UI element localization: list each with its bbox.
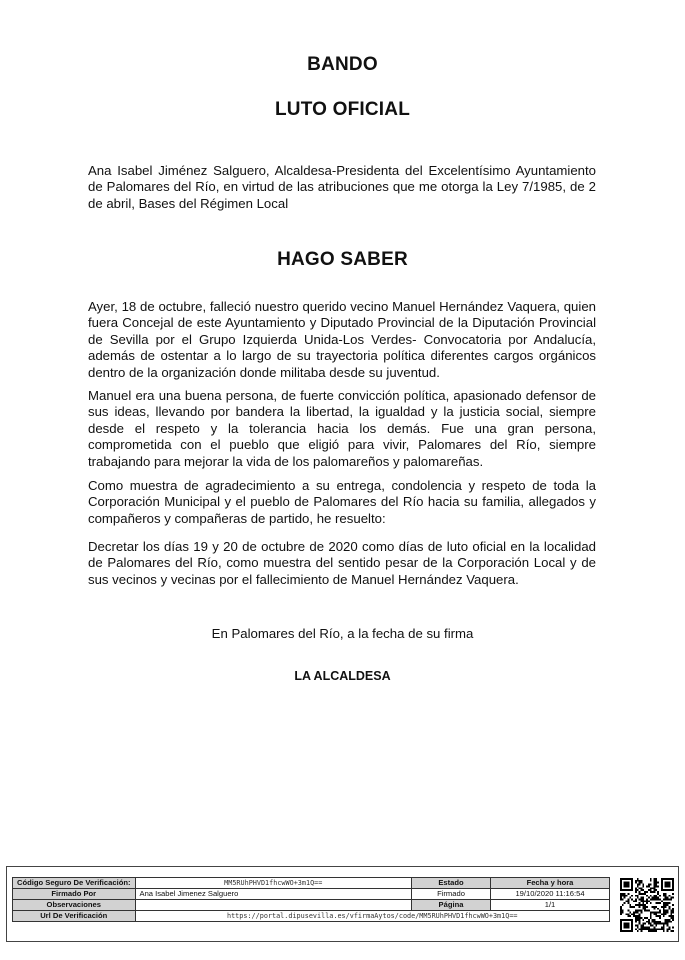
firmado-date: 19/10/2020 11:16:54 (491, 889, 610, 900)
url-value[interactable]: https://portal.dipusevilla.es/vfirmaAytos/code/MM5RUhPHVD1fhcwWO+3m1Q== (135, 911, 609, 922)
paragraph-1: Ayer, 18 de octubre, falleció nuestro querido vecino Manuel Hernández Vaquera, quien fuera Concejal de este Ayuntamiento y Diputado Provincial de la Diputación Provincial de Sevilla por el Grupo Izquierda Unida-Los Verdes- Convocatoria por Andalucía, además de ostentar a lo largo de su trayectoria política diferentes cargos orgánicos dentro de la organización donde militaba desde su juventud. (88, 299, 596, 380)
observaciones-label: Observaciones (13, 900, 136, 911)
pagina-value: 1/1 (491, 900, 610, 911)
signer: LA ALCALDESA (294, 669, 391, 683)
paragraph-3: Como muestra de agradecimiento a su entrega, condolencia y respeto de toda la Corporación Municipal y el pueblo de Palomares del Río hacia su familia, allegados y compañeros y compañeras de partido, he resuelto: (88, 478, 596, 526)
page-subtitle: LUTO OFICIAL (274, 99, 411, 120)
verification-table (12, 877, 610, 922)
csv-label: Código Seguro De Verificación: (13, 878, 136, 889)
firmado-por-value: Ana Isabel Jimenez Salguero (135, 889, 411, 900)
csv-value: MM5RUhPHVD1fhcwWO+3m1Q== (135, 878, 411, 889)
firmado-state: Firmado (412, 889, 491, 900)
pagina-label: Página (412, 900, 491, 911)
observaciones-value (135, 900, 411, 911)
paragraph-2: Manuel era una buena persona, de fuerte convicción política, apasionado defensor de sus ideas, llevando por bandera la libertad, la igualdad y la justicia social, siempre desde el respeto y la tolerancia hacia los demás. Fue una gran persona, comprometida con el pueblo que eligió para vivir, Palomares del Río, siempre trabajando para mejorar la vida de los palomareños y palomareñas. (88, 388, 596, 469)
fecha-label: Fecha y hora (491, 878, 610, 889)
page-title: BANDO (307, 54, 378, 75)
qr-code-icon (620, 878, 674, 932)
firmado-por-label: Firmado Por (13, 889, 136, 900)
estado-label: Estado (412, 878, 491, 889)
table-row (13, 911, 610, 922)
table-row (13, 889, 610, 900)
table-row (13, 878, 610, 889)
hago-saber-heading: HAGO SABER (277, 249, 408, 270)
paragraph-4: Decretar los días 19 y 20 de octubre de 2020 como días de luto oficial en la localidad de Palomares del Río, como muestra del sentido pesar de la Corporación Local y de sus vecinos y vecinas por el fallecimiento de Manuel Hernández Vaquera. (88, 539, 596, 587)
table-row (13, 900, 610, 911)
place-date: En Palomares del Río, a la fecha de su firma (211, 626, 474, 641)
intro-paragraph: Ana Isabel Jiménez Salguero, Alcaldesa-Presidenta del Excelentísimo Ayuntamiento de Palomares del Río, en virtud de las atribuciones que me otorga la Ley 7/1985, de 2 de abril, Bases del Régimen Local (88, 163, 596, 211)
url-label: Url De Verificación (13, 911, 136, 922)
